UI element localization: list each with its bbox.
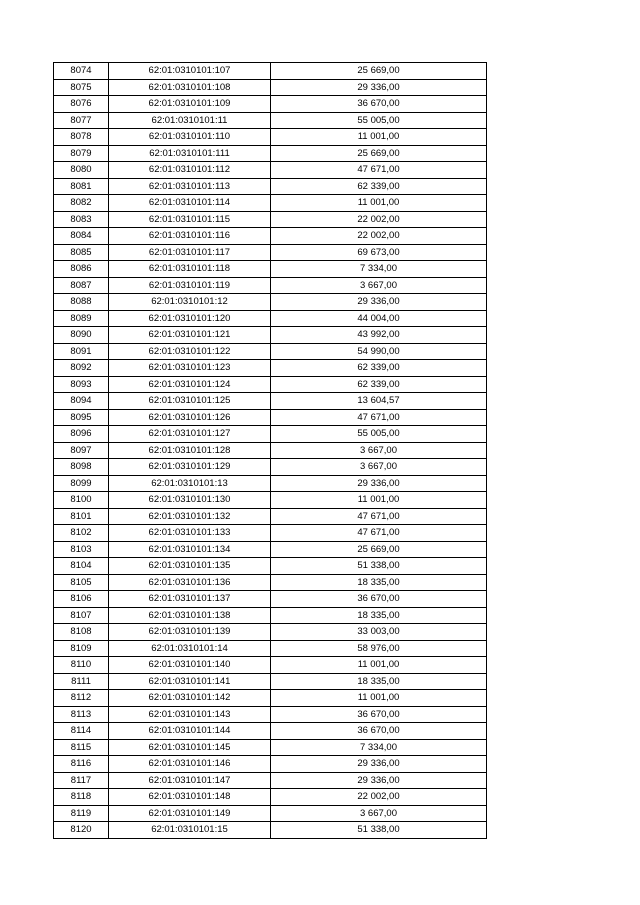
value-cell: 11 001,00 [271,195,487,212]
value-cell: 44 004,00 [271,310,487,327]
row-number-cell: 8107 [54,607,109,624]
value-cell: 22 002,00 [271,228,487,245]
value-cell: 18 335,00 [271,574,487,591]
table-body [54,63,487,839]
table-row [54,360,487,377]
cadastral-number-cell: 62:01:0310101:123 [109,360,271,377]
cadastral-number-cell: 62:01:0310101:118 [109,261,271,278]
value-cell: 36 670,00 [271,591,487,608]
row-number-cell: 8084 [54,228,109,245]
row-number-cell: 8091 [54,343,109,360]
table-row [54,558,487,575]
value-cell: 7 334,00 [271,261,487,278]
table-row [54,739,487,756]
cadastral-number-cell: 62:01:0310101:11 [109,112,271,129]
table-row [54,541,487,558]
table-row [54,525,487,542]
cadastral-number-cell: 62:01:0310101:13 [109,475,271,492]
table-row [54,96,487,113]
table-row [54,690,487,707]
value-cell: 11 001,00 [271,690,487,707]
row-number-cell: 8118 [54,789,109,806]
value-cell: 62 339,00 [271,360,487,377]
row-number-cell: 8108 [54,624,109,641]
table-row [54,294,487,311]
table-row [54,162,487,179]
value-cell: 29 336,00 [271,475,487,492]
value-cell: 43 992,00 [271,327,487,344]
row-number-cell: 8094 [54,393,109,410]
row-number-cell: 8120 [54,822,109,839]
cadastral-number-cell: 62:01:0310101:121 [109,327,271,344]
table-row [54,310,487,327]
row-number-cell: 8082 [54,195,109,212]
cadastral-number-cell: 62:01:0310101:125 [109,393,271,410]
table-row [54,211,487,228]
value-cell: 33 003,00 [271,624,487,641]
cadastral-number-cell: 62:01:0310101:143 [109,706,271,723]
cadastral-number-cell: 62:01:0310101:140 [109,657,271,674]
row-number-cell: 8117 [54,772,109,789]
value-cell: 55 005,00 [271,426,487,443]
row-number-cell: 8083 [54,211,109,228]
row-number-cell: 8080 [54,162,109,179]
table-row [54,195,487,212]
cadastral-number-cell: 62:01:0310101:139 [109,624,271,641]
value-cell: 3 667,00 [271,442,487,459]
table-row [54,706,487,723]
table-row [54,228,487,245]
cadastral-number-cell: 62:01:0310101:136 [109,574,271,591]
table-row [54,261,487,278]
value-cell: 3 667,00 [271,459,487,476]
value-cell: 47 671,00 [271,525,487,542]
value-cell: 51 338,00 [271,558,487,575]
value-cell: 3 667,00 [271,805,487,822]
cadastral-number-cell: 62:01:0310101:132 [109,508,271,525]
value-cell: 22 002,00 [271,789,487,806]
row-number-cell: 8110 [54,657,109,674]
row-number-cell: 8099 [54,475,109,492]
table-row [54,79,487,96]
cadastral-number-cell: 62:01:0310101:129 [109,459,271,476]
value-cell: 47 671,00 [271,162,487,179]
cadastral-number-cell: 62:01:0310101:12 [109,294,271,311]
value-cell: 55 005,00 [271,112,487,129]
cadastral-number-cell: 62:01:0310101:117 [109,244,271,261]
row-number-cell: 8106 [54,591,109,608]
value-cell: 62 339,00 [271,376,487,393]
table-row [54,409,487,426]
row-number-cell: 8104 [54,558,109,575]
cadastral-number-cell: 62:01:0310101:134 [109,541,271,558]
row-number-cell: 8087 [54,277,109,294]
cadastral-number-cell: 62:01:0310101:146 [109,756,271,773]
value-cell: 29 336,00 [271,79,487,96]
cadastral-number-cell: 62:01:0310101:113 [109,178,271,195]
table-row [54,508,487,525]
cadastral-number-cell: 62:01:0310101:148 [109,789,271,806]
cadastral-number-cell: 62:01:0310101:126 [109,409,271,426]
cadastral-number-cell: 62:01:0310101:127 [109,426,271,443]
row-number-cell: 8112 [54,690,109,707]
cadastral-number-cell: 62:01:0310101:142 [109,690,271,707]
row-number-cell: 8101 [54,508,109,525]
table-row [54,624,487,641]
table-row [54,756,487,773]
row-number-cell: 8119 [54,805,109,822]
row-number-cell: 8102 [54,525,109,542]
value-cell: 25 669,00 [271,541,487,558]
cadastral-number-cell: 62:01:0310101:111 [109,145,271,162]
cadastral-number-cell: 62:01:0310101:108 [109,79,271,96]
table-row [54,772,487,789]
cadastral-number-cell: 62:01:0310101:116 [109,228,271,245]
row-number-cell: 8075 [54,79,109,96]
value-cell: 36 670,00 [271,96,487,113]
row-number-cell: 8089 [54,310,109,327]
table-row [54,640,487,657]
value-cell: 58 976,00 [271,640,487,657]
value-cell: 13 604,57 [271,393,487,410]
row-number-cell: 8092 [54,360,109,377]
table-row [54,442,487,459]
table-row [54,178,487,195]
cadastral-number-cell: 62:01:0310101:138 [109,607,271,624]
table-row [54,673,487,690]
row-number-cell: 8086 [54,261,109,278]
value-cell: 47 671,00 [271,409,487,426]
cadastral-number-cell: 62:01:0310101:120 [109,310,271,327]
cadastral-number-cell: 62:01:0310101:107 [109,63,271,80]
table-row [54,112,487,129]
value-cell: 62 339,00 [271,178,487,195]
cadastral-number-cell: 62:01:0310101:14 [109,640,271,657]
table-row [54,822,487,839]
table-row [54,426,487,443]
row-number-cell: 8103 [54,541,109,558]
table-row [54,723,487,740]
value-cell: 29 336,00 [271,294,487,311]
value-cell: 36 670,00 [271,706,487,723]
table-row [54,63,487,80]
value-cell: 69 673,00 [271,244,487,261]
cadastral-number-cell: 62:01:0310101:115 [109,211,271,228]
row-number-cell: 8100 [54,492,109,509]
value-cell: 11 001,00 [271,657,487,674]
row-number-cell: 8074 [54,63,109,80]
cadastral-number-cell: 62:01:0310101:133 [109,525,271,542]
table-row [54,475,487,492]
value-cell: 18 335,00 [271,607,487,624]
row-number-cell: 8114 [54,723,109,740]
value-cell: 51 338,00 [271,822,487,839]
table-row [54,244,487,261]
value-cell: 29 336,00 [271,756,487,773]
value-cell: 25 669,00 [271,145,487,162]
row-number-cell: 8116 [54,756,109,773]
value-cell: 3 667,00 [271,277,487,294]
cadastral-number-cell: 62:01:0310101:149 [109,805,271,822]
cadastral-number-cell: 62:01:0310101:109 [109,96,271,113]
cadastral-number-cell: 62:01:0310101:141 [109,673,271,690]
cadastral-number-cell: 62:01:0310101:15 [109,822,271,839]
row-number-cell: 8096 [54,426,109,443]
table-row [54,343,487,360]
value-cell: 11 001,00 [271,129,487,146]
value-cell: 22 002,00 [271,211,487,228]
value-cell: 7 334,00 [271,739,487,756]
row-number-cell: 8105 [54,574,109,591]
row-number-cell: 8093 [54,376,109,393]
cadastral-number-cell: 62:01:0310101:122 [109,343,271,360]
row-number-cell: 8113 [54,706,109,723]
row-number-cell: 8085 [54,244,109,261]
row-number-cell: 8109 [54,640,109,657]
table-row [54,459,487,476]
cadastral-number-cell: 62:01:0310101:110 [109,129,271,146]
table-row [54,789,487,806]
table-row [54,591,487,608]
table-row [54,393,487,410]
row-number-cell: 8081 [54,178,109,195]
value-cell: 29 336,00 [271,772,487,789]
row-number-cell: 8076 [54,96,109,113]
row-number-cell: 8111 [54,673,109,690]
row-number-cell: 8077 [54,112,109,129]
cadastral-number-cell: 62:01:0310101:114 [109,195,271,212]
row-number-cell: 8090 [54,327,109,344]
table-row [54,277,487,294]
cadastral-value-table [53,62,487,839]
cadastral-number-cell: 62:01:0310101:137 [109,591,271,608]
cadastral-number-cell: 62:01:0310101:147 [109,772,271,789]
table-row [54,129,487,146]
value-cell: 36 670,00 [271,723,487,740]
row-number-cell: 8098 [54,459,109,476]
value-cell: 11 001,00 [271,492,487,509]
table-row [54,145,487,162]
cadastral-number-cell: 62:01:0310101:119 [109,277,271,294]
value-cell: 54 990,00 [271,343,487,360]
cadastral-number-cell: 62:01:0310101:145 [109,739,271,756]
row-number-cell: 8097 [54,442,109,459]
value-cell: 47 671,00 [271,508,487,525]
value-cell: 25 669,00 [271,63,487,80]
row-number-cell: 8095 [54,409,109,426]
row-number-cell: 8088 [54,294,109,311]
cadastral-number-cell: 62:01:0310101:130 [109,492,271,509]
table-row [54,657,487,674]
row-number-cell: 8115 [54,739,109,756]
cadastral-number-cell: 62:01:0310101:112 [109,162,271,179]
cadastral-number-cell: 62:01:0310101:144 [109,723,271,740]
table-row [54,492,487,509]
table-row [54,376,487,393]
row-number-cell: 8079 [54,145,109,162]
table-row [54,327,487,344]
value-cell: 18 335,00 [271,673,487,690]
table-row [54,607,487,624]
cadastral-number-cell: 62:01:0310101:124 [109,376,271,393]
row-number-cell: 8078 [54,129,109,146]
cadastral-number-cell: 62:01:0310101:128 [109,442,271,459]
cadastral-number-cell: 62:01:0310101:135 [109,558,271,575]
table-row [54,805,487,822]
table-row [54,574,487,591]
